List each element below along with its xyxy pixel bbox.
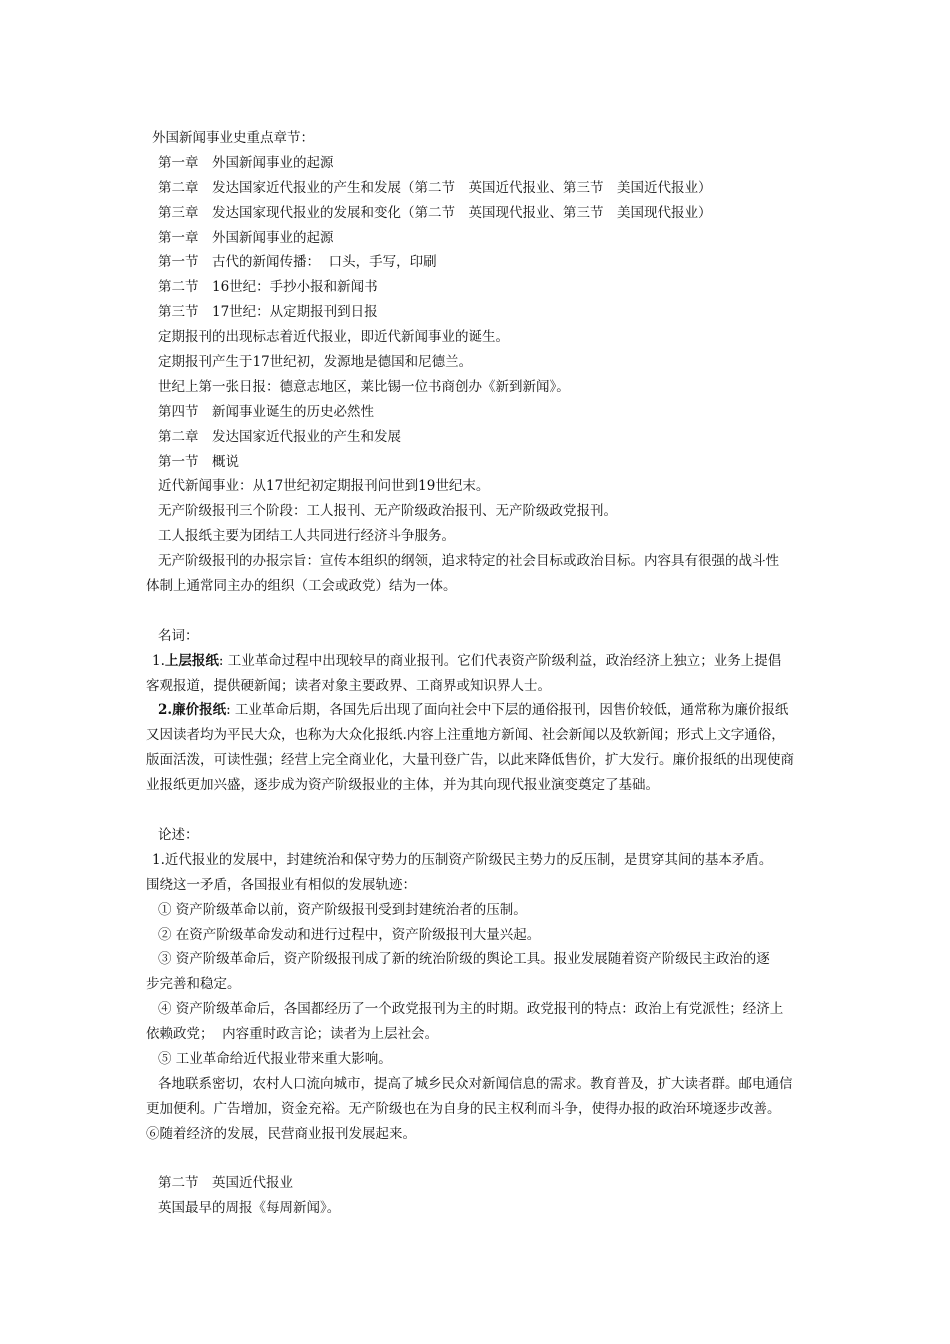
- blank-line: [146, 798, 810, 823]
- paragraph-line: 体制上通常同主办的组织（工会或政党）结为一体。: [146, 578, 457, 595]
- term-name: 廉价报纸: [172, 702, 227, 719]
- blank-line: [146, 599, 810, 624]
- paragraph-line: 依赖政党； 内容重时政言论；读者为上层社会。: [146, 1026, 439, 1043]
- list-item: ① 资产阶级革命以前，资产阶级报刊受到封建统治者的压制。: [158, 901, 527, 918]
- list-item: ② 在资产阶级革命发动和进行过程中，资产阶级报刊大量兴起。: [158, 926, 541, 943]
- terms-heading: 名词：: [158, 627, 199, 644]
- section-heading: 第二节 16世纪：手抄小报和新闻书: [158, 279, 378, 296]
- blank-line: [146, 1147, 810, 1172]
- paragraph-line: 更加便利。广告增加，资金充裕。无产阶级也在为自身的民主权利而斗争，使得办报的政治环境逐步改善。: [146, 1100, 781, 1117]
- term-entry: [146, 698, 810, 723]
- term-name: 上层报纸: [164, 652, 219, 669]
- paragraph: 定期报刊的出现标志着近代报业，即近代新闻事业的诞生。: [158, 329, 509, 346]
- section-heading: 第一节 古代的新闻传播： 口头，手写，印刷: [158, 254, 437, 271]
- paragraph: 无产阶级报刊三个阶段：工人报刊、无产阶级政治报刊、无产阶级政党报刊。: [158, 503, 617, 520]
- term-entry: [146, 649, 810, 674]
- list-item: ③ 资产阶级革命后，资产阶级报刊成了新的统治阶级的舆论工具。报业发展随着资产阶级民主政治的逐: [158, 951, 770, 968]
- paragraph-line: 各地联系密切，农村人口流向城市，提高了城乡民众对新闻信息的需求。教育普及，扩大读者群。邮电通信: [158, 1075, 793, 1092]
- term-definition: : 工业革命过程中出现较早的商业报刊。它们代表资产阶级利益，政治经济上独立；业务上提倡: [218, 652, 782, 669]
- paragraph-line: 客观报道，提供硬新闻；读者对象主要政界、工商界或知识界人士。: [146, 677, 551, 694]
- paragraph-line: 围绕这一矛盾，各国报业有相似的发展轨迹：: [146, 876, 416, 893]
- section-heading: 第二节 英国近代报业: [158, 1175, 293, 1192]
- paragraph-line: ⑥随着经济的发展，民营商业报刊发展起来。: [146, 1125, 416, 1142]
- paragraph: 世纪上第一张日报：德意志地区，莱比锡一位书商创办《新到新闻》。: [158, 378, 570, 395]
- document-body: [146, 126, 810, 1221]
- toc-item: 第一章 外国新闻事业的起源: [158, 154, 334, 171]
- section-heading: 第三节 17世纪：从定期报刊到日报: [158, 304, 378, 321]
- chapter-heading: 第一章 外国新闻事业的起源: [158, 229, 334, 246]
- list-item: ⑤ 工业革命给近代报业带来重大影响。: [158, 1050, 392, 1067]
- paragraph-line: 无产阶级报刊的办报宗旨：宣传本组织的纲领，追求特定的社会目标或政治目标。内容具有很强的战斗性: [158, 553, 779, 570]
- paragraph-line: 又因读者均为平民大众，也称为大众化报纸.内容上注重地方新闻、社会新闻以及软新闻；形式上文字通俗，: [146, 727, 785, 744]
- term-number: 1.: [152, 652, 165, 669]
- paragraph: 定期报刊产生于17世纪初，发源地是德国和尼德兰。: [158, 354, 473, 371]
- section-heading: 第一节 概说: [158, 453, 239, 470]
- paragraph-line: 1.近代报业的发展中，封建统治和保守势力的压制资产阶级民主势力的反压制，是贯穿其间的基本矛盾。: [152, 851, 773, 868]
- paragraph-line: 步完善和稳定。: [146, 976, 241, 993]
- paragraph-line: 业报纸更加兴盛，逐步成为资产阶级报业的主体，并为其向现代报业演变奠定了基础。: [146, 777, 659, 794]
- paragraph: 近代新闻事业：从17世纪初定期报刊问世到19世纪末。: [158, 478, 490, 495]
- chapter-heading: 第二章 发达国家近代报业的产生和发展: [158, 428, 401, 445]
- document-title: 外国新闻事业史重点章节：: [152, 130, 314, 146]
- term-definition: : 工业革命后期，各国先后出现了面向社会中下层的通俗报刊，因售价较低，通常称为廉价报纸: [226, 702, 789, 719]
- section-heading: 第四节 新闻事业诞生的历史必然性: [158, 403, 374, 420]
- essay-heading: 论述：: [158, 826, 199, 843]
- paragraph-line: 版面活泼，可读性强；经营上完全商业化，大量刊登广告，以此来降低售价，扩大发行。廉价报纸的出现使商: [146, 752, 794, 769]
- toc-item: 第二章 发达国家近代报业的产生和发展（第二节 英国近代报业、第三节 美国近代报业）: [158, 179, 712, 196]
- paragraph: 工人报纸主要为团结工人共同进行经济斗争服务。: [158, 528, 455, 545]
- term-number: 2.: [158, 702, 173, 719]
- toc-item: 第三章 发达国家现代报业的发展和变化（第二节 英国现代报业、第三节 美国现代报业）: [158, 204, 712, 221]
- list-item: ④ 资产阶级革命后，各国都经历了一个政党报刊为主的时期。政党报刊的特点：政治上有党派性；经济上: [158, 1001, 784, 1018]
- paragraph: 英国最早的周报《每周新闻》。: [158, 1200, 341, 1217]
